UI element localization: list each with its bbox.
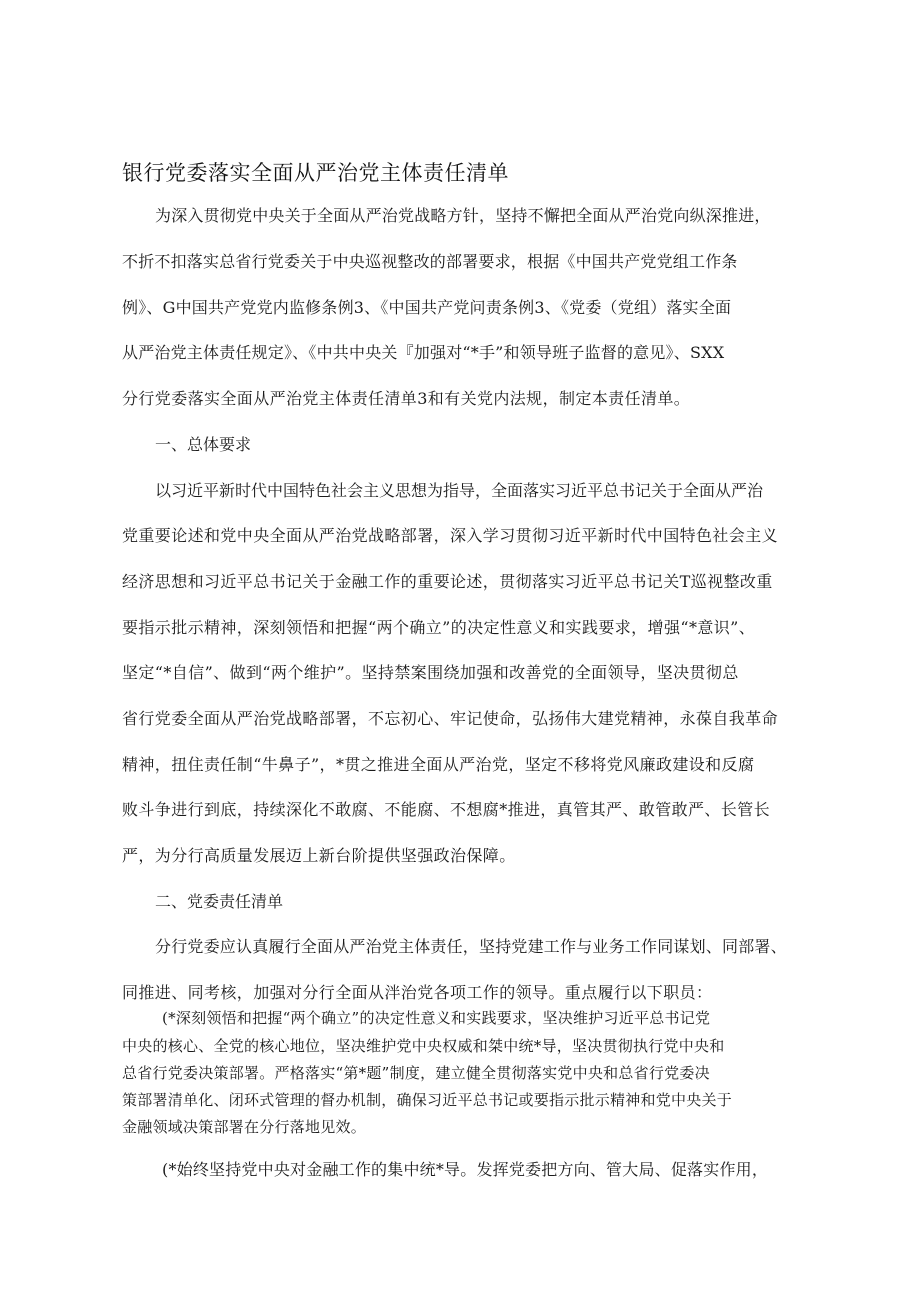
section1-line: 党重要论述和党中央全面从严治党战略部署，深入学习贯彻习近平新时代中国特色社会主义 [122,526,779,545]
item2-line: (*始终坚持党中央对金融工作的集中统*导。发挥党委把方向、管大局、促落实作用， [162,1160,769,1179]
section2-line: 同推进、同考核，加强对分行全面从泮治党各项工作的领导。重点履行以下职员： [122,983,713,1002]
section1-line: 要指示批示精神，深刻领悟和把握“两个确立”的决定性意义和实践要求，增强“*意识”、 [122,618,756,637]
intro-line: 从严治党主体责任规定》、《中共中央关『加强对“*手”和领导班子监督的意见》、SXX [122,343,725,362]
intro-line: 不折不扣落实总省行党委关于中央巡视整改的部署要求，根据《中国共产党党组工作条 [122,252,738,271]
document-title: 银行党委落实全面从严治党主体责任清单 [122,161,509,185]
section1-line: 省行党委全面从严治党战略部署，不忘初心、牢记使命，弘扬伟大建党精神，永葆自我革命 [122,709,779,728]
intro-line: 分行党委落实全面从严治党主体责任清单3和有关党内法规，制定本责任清单。 [122,389,691,408]
item1-line: 金融领域决策部署在分行落地见效。 [122,1118,367,1136]
intro-line: 为深入贯彻党中央关于全面从严治党战略方针，坚持不懈把全面从严治党向纵深推进， [155,206,771,225]
section1-line: 严，为分行高质量发展迈上新台阶提供坚强政治保障。 [122,846,516,865]
section-heading-general-requirements: 一、总体要求 [155,435,252,454]
item1-line: (*深刻领悟和把握“两个确立”的决定性意义和实践要求，坚决维护习近平总书记党 [162,1009,711,1027]
section1-line: 经济思想和习近平总书记关于金融工作的重要论述，贯彻落实习近平总书记关T巡视整改重 [122,572,773,591]
section2-line: 分行党委应认真履行全面从严治党主体责任，坚持党建工作与业务工作同谋划、同部署、 [155,937,787,956]
item1-line: 中央的核心、全党的核心地位，坚决维护党中央权威和桀中统*导，坚决贯彻执行党中央和 [122,1037,725,1055]
section1-line: 精神，扭住责任制“牛鼻子”，*贯之推进全面从严治党，坚定不移将党风廉政建设和反腐 [122,755,755,774]
intro-line: 例》、G中国共产党党内监修条例3、《中国共产党问责条例3、《党委（党组）落实全面 [122,298,732,317]
item1-line: 策部署清单化、闭环式管理的督办机制，确保习近平总书记或要指示批示精神和党中央关于 [122,1091,733,1109]
item1-line: 总省行党委决策部署。严格落实“第*题”制度，建立健全贯彻落实党中央和总省行党委决 [122,1064,710,1082]
section1-line: 败斗争进行到底，持续深化不敢腐、不能腐、不想腐*推进，真管其严、敢管敢严、长管长 [122,800,771,819]
section1-line: 以习近平新时代中国特色社会主义思想为指导，全面落实习近平总书记关于全面从严治 [155,481,764,500]
section1-line: 坚定“*自信”、做到“两个维护”。坚持禁案围绕加强和改善党的全面领导，坚决贯彻总 [122,663,739,682]
section-heading-responsibility-list: 二、党委责任清单 [155,892,284,911]
